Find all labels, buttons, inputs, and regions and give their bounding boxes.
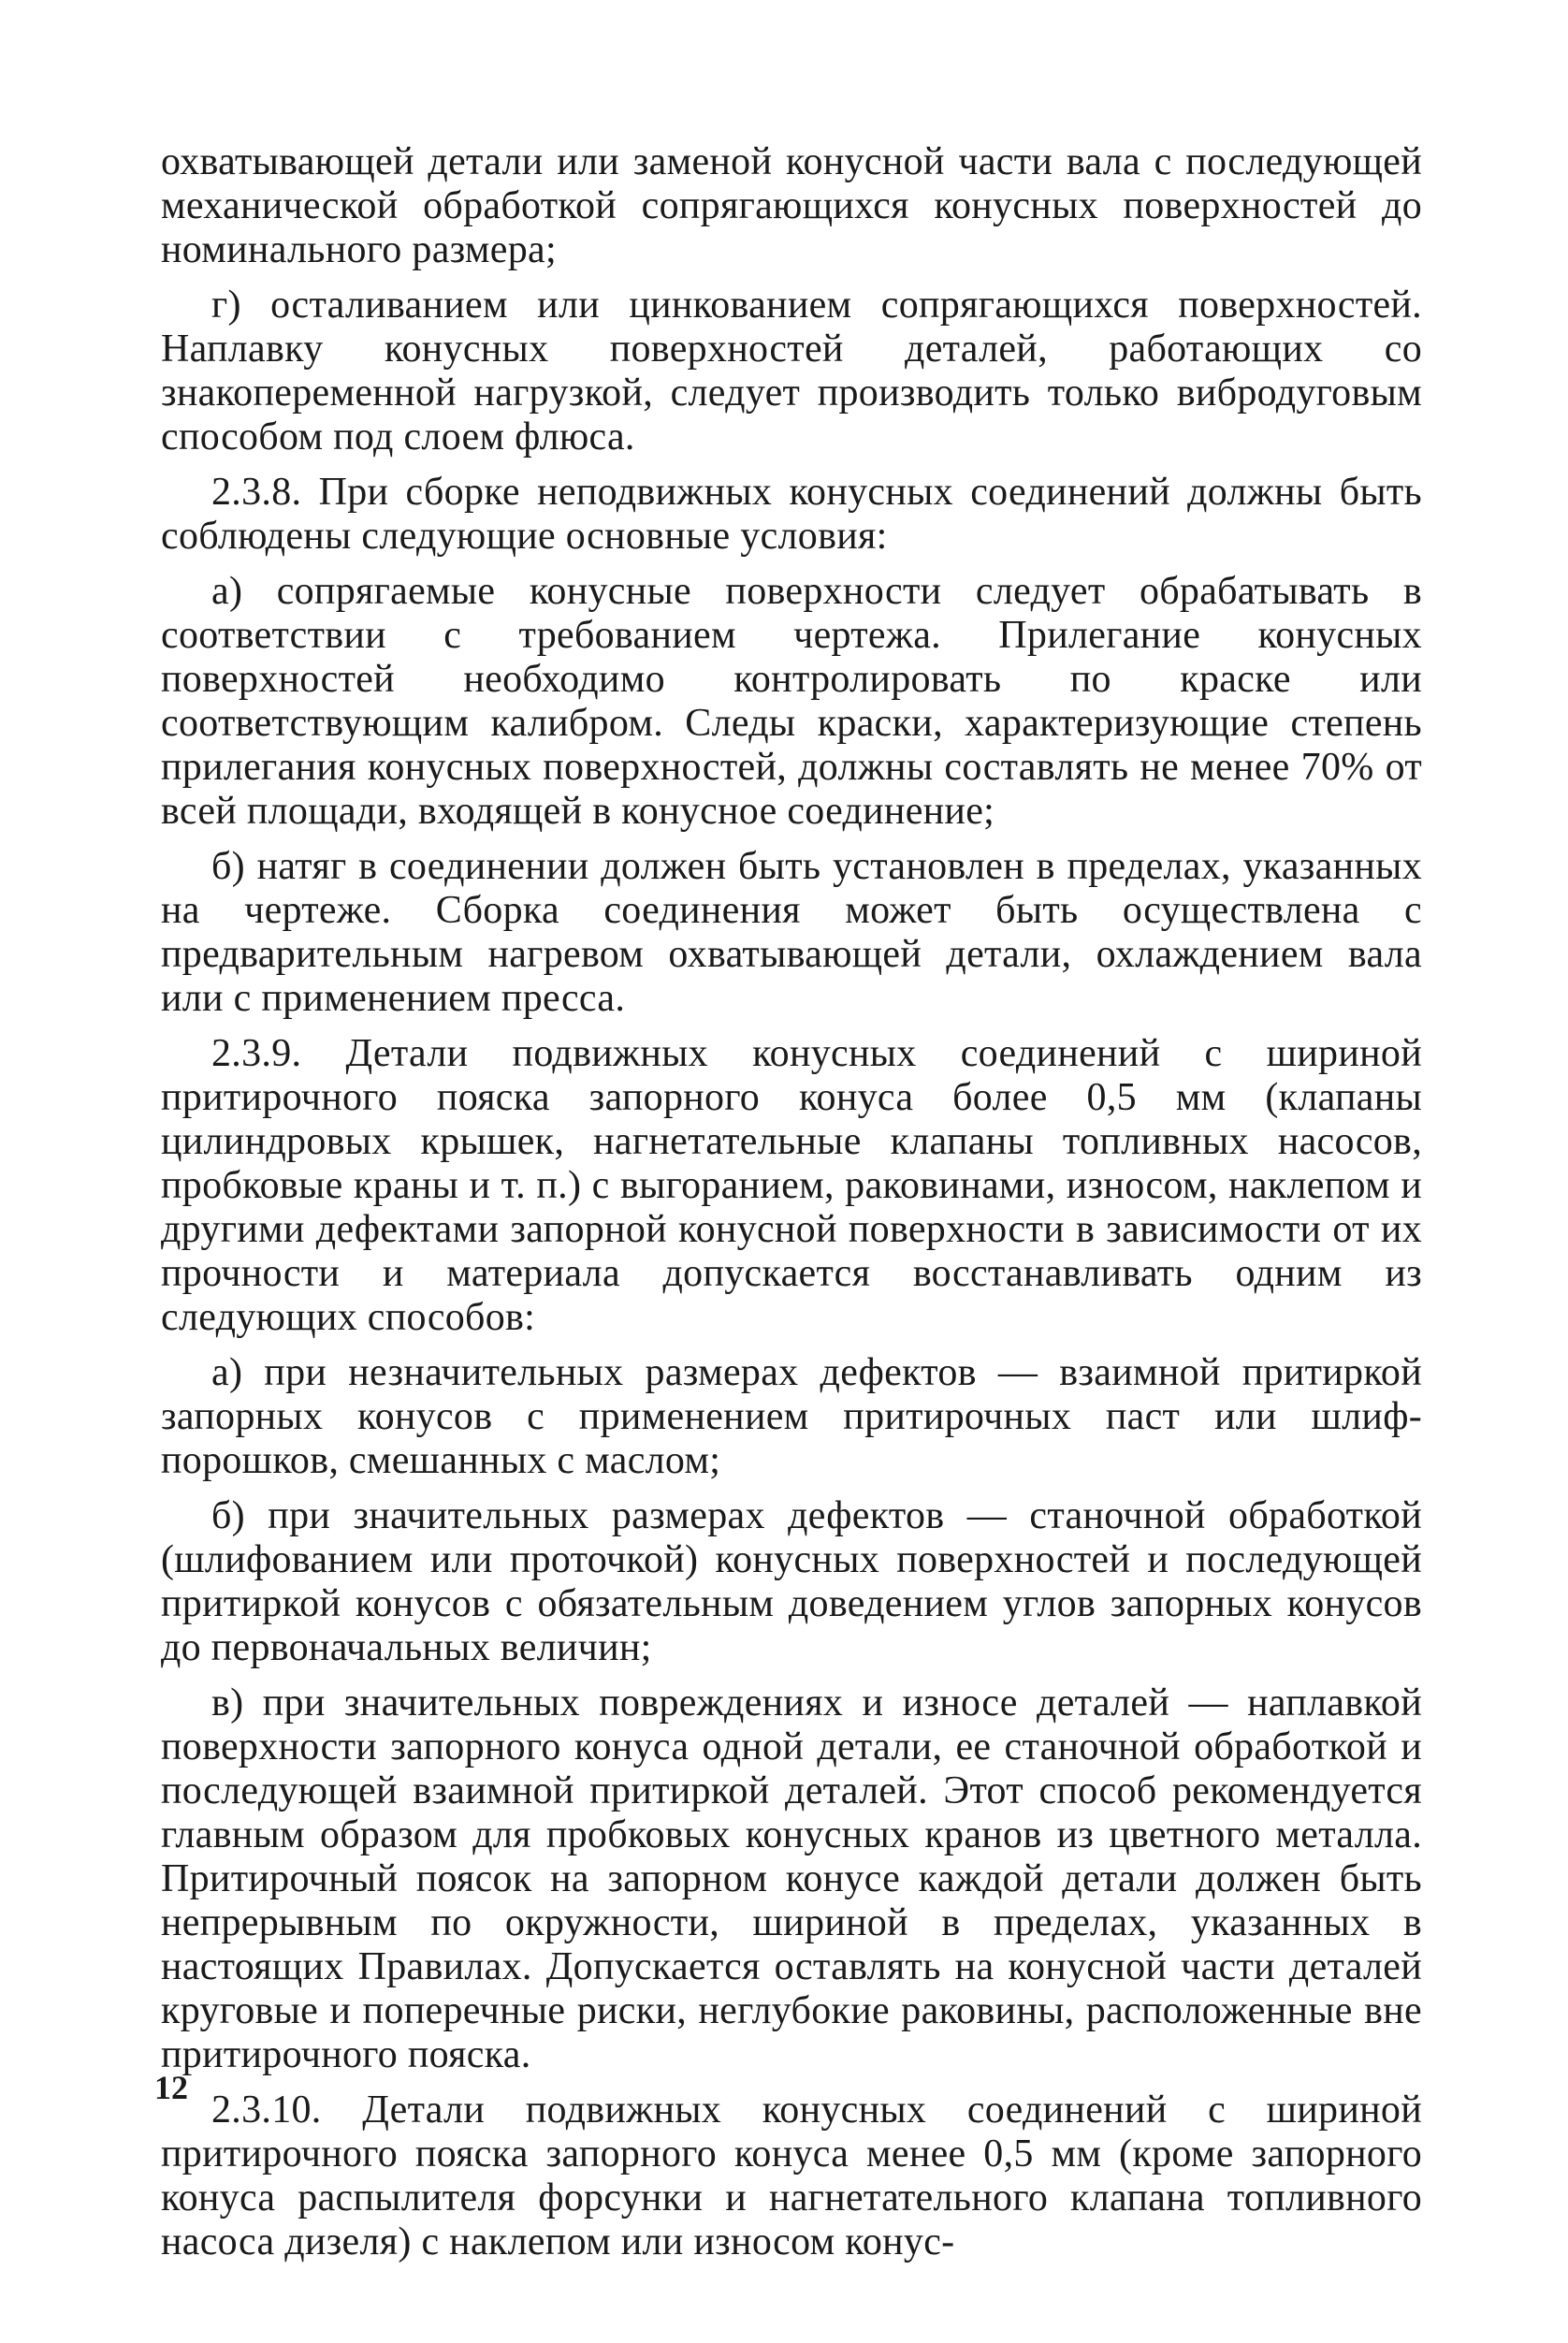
paragraph-section-2-3-8: 2.3.8. При сборке неподвижных конусных соединений должны быть соблюдены следующие основные условия: <box>161 471 1422 558</box>
body-text <box>161 140 1422 2276</box>
paragraph-item-g: г) осталиванием или цинкованием сопрягающихся поверхностей. Наплавку конусных поверхностей деталей, работающих со знакопеременной нагрузкой, следует производить только вибродуговым способом под слоем флюса. <box>161 284 1422 458</box>
paragraph-item-b-2: б) при значительных размерах дефектов — станочной обработкой (шлифованием или проточкой) конусных поверхностей и последующей притиркой конусов с обязательным доведением углов запорных конусов до первоначальных величин; <box>161 1494 1422 1669</box>
paragraph-section-2-3-9: 2.3.9. Детали подвижных конусных соединений с шириной притирочного пояска запорного конуса более 0,5 мм (клапаны цилиндровых крышек, нагнетательные клапаны топливных насосов, пробковые краны и т. п.) с выгоранием, раковинами, износом, наклепом и другими дефектами запорной конусной поверхности в зависимости от их прочности и материала допускается восстанавливать одним из следующих способов: <box>161 1032 1422 1339</box>
paragraph-continuation: охватывающей детали или заменой конусной части вала с последующей механической обработкой сопрягающихся конусных поверхностей до номинального размера; <box>161 140 1422 271</box>
paragraph-item-a-1: а) сопрягаемые конусные поверхности следует обрабатывать в соответствии с требованием чертежа. Прилегание конусных поверхностей необходимо контролировать по краске или соответствующим калибром. Следы краски, характеризующие степень прилегания конусных поверхностей, должны составлять не менее 70% от всей площади, входящей в конусное соединение; <box>161 570 1422 833</box>
paragraph-item-a-2: а) при незначительных размерах дефектов — взаимной притиркой запорных конусов с применением притирочных паст или шлиф-порошков, смешанных с маслом; <box>161 1351 1422 1482</box>
paragraph-item-b-1: б) натяг в соединении должен быть установлен в пределах, указанных на чертеже. Сборка соединения может быть осуществлена с предварительным нагревом охватывающей детали, охлаждением вала или с применением пресса. <box>161 845 1422 1020</box>
paragraph-item-v: в) при значительных повреждениях и износе деталей — наплавкой поверхности запорного конуса одной детали, ее станочной обработкой и последующей взаимной притиркой деталей. Этот способ рекомендуется главным образом для пробковых конусных кранов из цветного металла. Притирочный поясок на запорном конусе каждой детали должен быть непрерывным по окружности, шириной в пределах, указанных в настоящих Правилах. Допускается оставлять на конусной части деталей круговые и поперечные риски, неглубокие раковины, расположенные вне притирочного пояска. <box>161 1681 1422 2076</box>
page-number: 12 <box>154 2069 188 2106</box>
paragraph-section-2-3-10: 2.3.10. Детали подвижных конусных соединений с шириной притирочного пояска запорного конуса менее 0,5 мм (кроме запорного конуса распылителя форсунки и нагнетательного клапана топливного насоса дизеля) с наклепом или износом конус- <box>161 2088 1422 2263</box>
